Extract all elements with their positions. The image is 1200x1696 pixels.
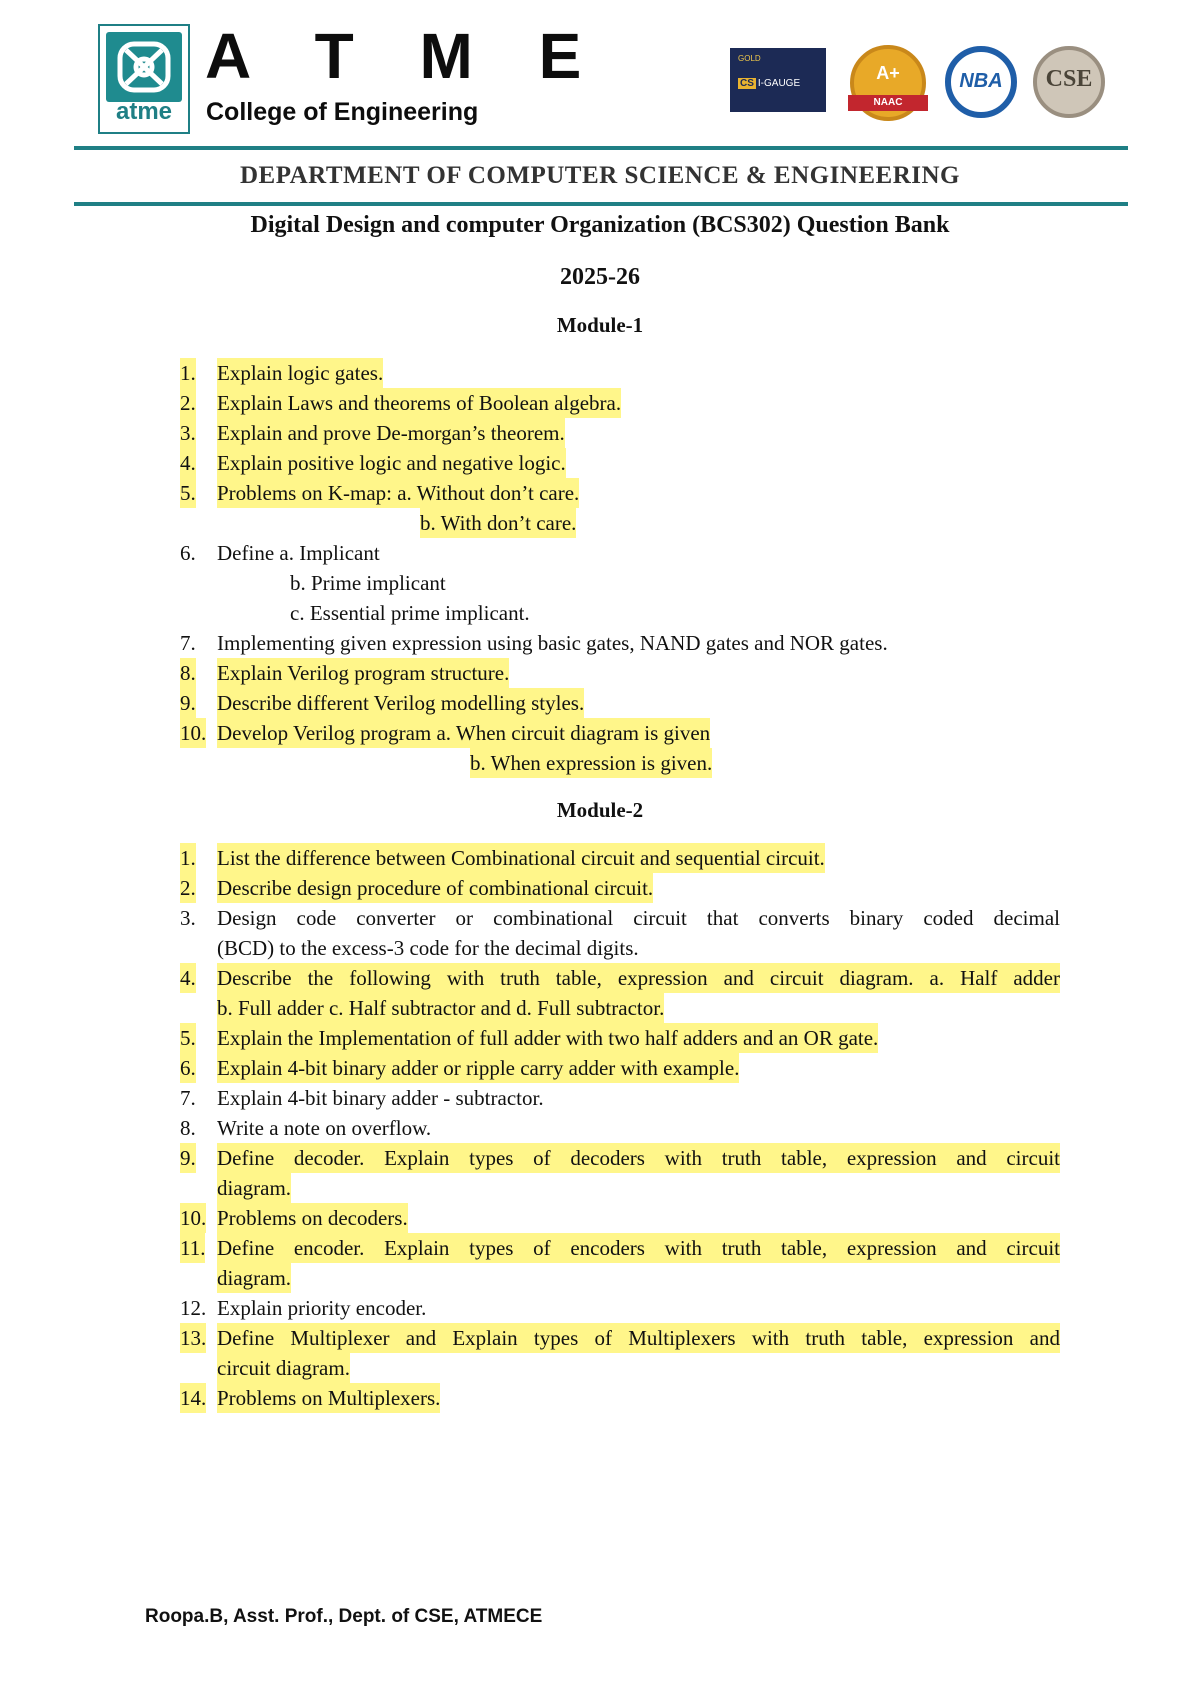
- question-item: [180, 718, 1060, 748]
- question-number: 1.: [180, 358, 196, 388]
- question-continuation: [180, 598, 1060, 628]
- academic-year: 2025-26: [560, 264, 640, 290]
- question-number: 7.: [180, 631, 196, 655]
- nba-seal: [945, 46, 1017, 118]
- question-item: [180, 418, 1060, 448]
- document-title: Digital Design and computer Organization (BCS302) Question Bank: [250, 212, 950, 238]
- question-item: [180, 843, 1060, 873]
- question-item: [180, 1383, 1060, 1413]
- question-item: [180, 903, 1060, 933]
- question-number: 9.: [180, 1143, 196, 1173]
- cse-label: CSE: [1045, 66, 1093, 92]
- question-item: [180, 1083, 1060, 1113]
- question-text: Explain Verilog program structure.: [217, 658, 509, 688]
- question-item: [180, 1323, 1060, 1353]
- question-text: Problems on decoders.: [217, 1203, 408, 1233]
- question-item: [180, 1203, 1060, 1233]
- question-item: [180, 688, 1060, 718]
- badge-cs-mark: CS: [740, 78, 754, 89]
- question-text: Describe the following with truth table, expression and circuit diagram. a. Half adder: [217, 963, 1060, 993]
- question-item: [180, 1293, 1060, 1323]
- naac-grade: A+: [876, 63, 900, 83]
- question-number: 6.: [180, 1053, 196, 1083]
- question-number: 12.: [180, 1296, 207, 1320]
- badge-gold-label: GOLD: [738, 54, 761, 63]
- question-text: Explain priority encoder.: [217, 1296, 427, 1320]
- question-text: Define encoder. Explain types of encoders with truth table, expression and circuit: [217, 1233, 1060, 1263]
- cse-seal: [1033, 46, 1105, 118]
- question-text: b. When expression is given.: [470, 748, 712, 778]
- question-text: Describe different Verilog modelling styles.: [217, 688, 584, 718]
- question-text: Write a note on overflow.: [217, 1116, 432, 1140]
- question-number: 6.: [180, 541, 196, 565]
- brand-name: A T M E: [205, 20, 606, 92]
- question-text: Problems on Multiplexers.: [217, 1383, 440, 1413]
- question-text: (BCD) to the excess-3 code for the decimal digits.: [217, 936, 639, 960]
- question-continuation: [180, 1173, 1060, 1203]
- question-item: [180, 388, 1060, 418]
- question-number: 4.: [180, 963, 196, 993]
- question-continuation: [180, 568, 1060, 598]
- question-item: [180, 963, 1060, 993]
- question-text: List the difference between Combinational circuit and sequential circuit.: [217, 843, 825, 873]
- question-number: 3.: [180, 418, 196, 448]
- question-item: [180, 448, 1060, 478]
- question-item: [180, 1113, 1060, 1143]
- question-number: 10.: [180, 718, 206, 748]
- badge-cs-name: I-GAUGE: [757, 78, 801, 89]
- question-continuation: [180, 1353, 1060, 1383]
- module-1-heading: Module-1: [556, 313, 644, 337]
- question-text: Develop Verilog program a. When circuit diagram is given: [217, 718, 710, 748]
- question-text: Explain and prove De-morgan’s theorem.: [217, 418, 565, 448]
- logo-caption: atme: [115, 98, 173, 125]
- question-text: Explain logic gates.: [217, 358, 383, 388]
- question-text: Explain Laws and theorems of Boolean algebra.: [217, 388, 621, 418]
- knot-icon: [106, 32, 182, 102]
- question-item: [180, 628, 1060, 658]
- question-text: Define Multiplexer and Explain types of Multiplexers with truth table, expression and: [217, 1323, 1060, 1353]
- college-name: College of Engineering: [206, 98, 479, 126]
- question-number: 8.: [180, 1116, 196, 1140]
- question-number: 2.: [180, 873, 196, 903]
- question-item: [180, 873, 1060, 903]
- question-text: Define decoder. Explain types of decoders with truth table, expression and circuit: [217, 1143, 1060, 1173]
- question-number: 14.: [180, 1383, 206, 1413]
- question-text: Define a. Implicant: [217, 541, 380, 565]
- question-text: Explain positive logic and negative logic.: [217, 448, 566, 478]
- question-number: 11.: [180, 1233, 205, 1263]
- question-number: 7.: [180, 1086, 196, 1110]
- question-item: [180, 1143, 1060, 1173]
- question-text: b. Prime implicant: [290, 571, 446, 595]
- igauge-badge: [730, 48, 826, 112]
- question-number: 2.: [180, 388, 196, 418]
- question-text: Implementing given expression using basic gates, NAND gates and NOR gates.: [217, 631, 888, 655]
- badge-brand: [738, 78, 800, 89]
- question-item: [180, 1233, 1060, 1263]
- question-item: [180, 1023, 1060, 1053]
- question-text: Explain 4-bit binary adder - subtractor.: [217, 1086, 544, 1110]
- author-footer: Roopa.B, Asst. Prof., Dept. of CSE, ATMECE: [145, 1606, 543, 1627]
- question-text: Explain the Implementation of full adder with two half adders and an OR gate.: [217, 1023, 878, 1053]
- question-item: [180, 358, 1060, 388]
- module-2-heading: Module-2: [556, 798, 644, 822]
- question-text: Describe design procedure of combinational circuit.: [217, 873, 653, 903]
- question-number: 8.: [180, 658, 196, 688]
- question-item: [180, 538, 1060, 568]
- question-number: 10.: [180, 1203, 206, 1233]
- question-number: 5.: [180, 478, 196, 508]
- question-continuation: [180, 1263, 1060, 1293]
- department-name: DEPARTMENT OF COMPUTER SCIENCE & ENGINEERING: [239, 162, 961, 189]
- question-text: b. Full adder c. Half subtractor and d. Full subtractor.: [217, 993, 664, 1023]
- question-number: 3.: [180, 906, 196, 930]
- question-text: circuit diagram.: [217, 1353, 350, 1383]
- question-text: b. With don’t care.: [420, 508, 576, 538]
- question-continuation: [180, 508, 1060, 538]
- question-item: [180, 1053, 1060, 1083]
- naac-ribbon: NAAC: [848, 95, 928, 111]
- module-1-questions: [180, 358, 1060, 778]
- question-text: Explain 4-bit binary adder or ripple carry adder with example.: [217, 1053, 739, 1083]
- naac-seal: [850, 45, 926, 121]
- question-number: 1.: [180, 843, 196, 873]
- question-number: 4.: [180, 448, 196, 478]
- module-2-questions: [180, 843, 1060, 1413]
- page-header: [0, 0, 1200, 210]
- question-continuation: [180, 933, 1060, 963]
- question-text: Problems on K-map: a. Without don’t care.: [217, 478, 579, 508]
- question-text: diagram.: [217, 1263, 291, 1293]
- nba-label: NBA: [959, 70, 1003, 92]
- header-rule-bottom: [74, 202, 1128, 206]
- question-number: 13.: [180, 1323, 206, 1353]
- header-rule-top: [74, 146, 1128, 150]
- question-item: [180, 478, 1060, 508]
- question-continuation: [180, 993, 1060, 1023]
- question-text: Design code converter or combinational circuit that converts binary coded decimal: [217, 906, 1060, 930]
- question-text: c. Essential prime implicant.: [290, 601, 530, 625]
- question-continuation: [180, 748, 1060, 778]
- question-item: [180, 658, 1060, 688]
- college-logo: [98, 24, 190, 134]
- question-number: 5.: [180, 1023, 196, 1053]
- question-text: diagram.: [217, 1173, 291, 1203]
- question-number: 9.: [180, 688, 196, 718]
